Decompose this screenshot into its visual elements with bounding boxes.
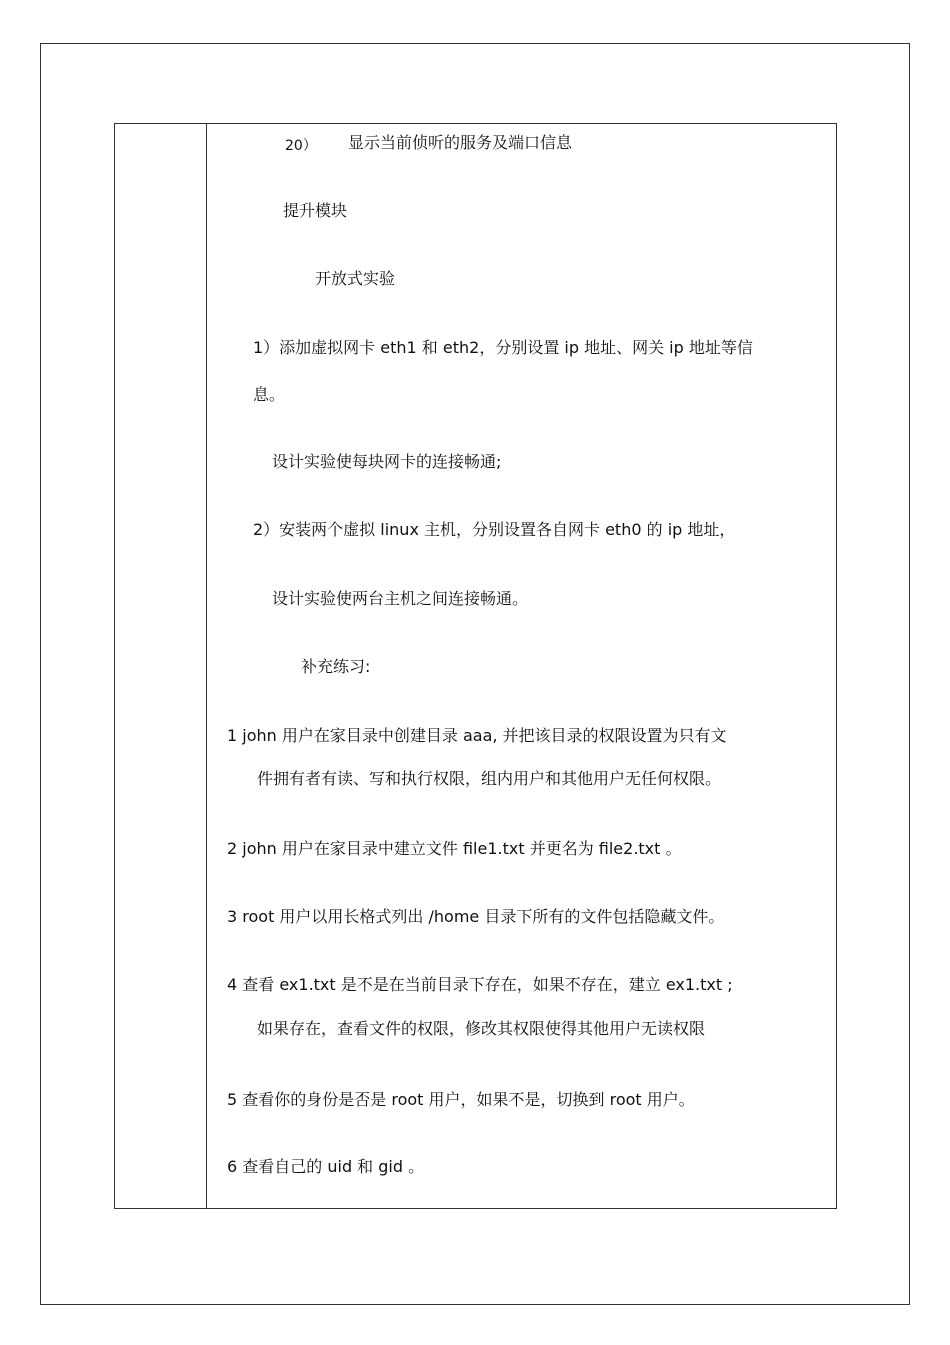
section-open-title: 开放式实验 <box>315 269 396 288</box>
experiment-2-design: 设计实验使两台主机之间连接畅通。 <box>272 589 529 608</box>
item-20-number: 20） <box>285 138 317 154</box>
exercise-1-line-1: 1 john 用户在家目录中创建目录 aaa, 并把该目录的权限设置为只有文 <box>227 726 727 745</box>
left-column <box>115 124 207 1208</box>
exercise-4-line-1: 4 查看 ex1.txt 是不是在当前目录下存在，如果不存在，建立 ex1.txt ; <box>227 975 733 994</box>
section-advanced-title: 提升模块 <box>283 201 348 220</box>
item-20-text: 显示当前侦听的服务及端口信息 <box>348 133 573 152</box>
content-table <box>114 123 837 1209</box>
exercise-4-line-2: 如果存在，查看文件的权限，修改其权限使得其他用户无读权限 <box>257 1019 706 1038</box>
experiment-1-design: 设计实验使每块网卡的连接畅通; <box>272 452 502 471</box>
exercise-3: 3 root 用户以用长格式列出 /home 目录下所有的文件包括隐藏文件。 <box>227 907 725 926</box>
exercise-2: 2 john 用户在家目录中建立文件 file1.txt 并更名为 file2.txt 。 <box>227 839 682 858</box>
exercise-5: 5 查看你的身份是否是 root 用户，如果不是，切换到 root 用户。 <box>227 1090 695 1109</box>
experiment-2-line-1: 2）安装两个虚拟 linux 主机，分别设置各自网卡 eth0 的 ip 地址， <box>253 520 736 539</box>
experiment-1-line-1: 1）添加虚拟网卡 eth1 和 eth2，分别设置 ip 地址、网关 ip 地址等信 <box>253 338 753 357</box>
exercise-6: 6 查看自己的 uid 和 gid 。 <box>227 1157 425 1176</box>
supplement-title: 补充练习: <box>301 657 371 676</box>
experiment-1-line-2: 息。 <box>253 385 286 404</box>
exercise-1-line-2: 件拥有者有读、写和执行权限，组内用户和其他用户无任何权限。 <box>257 769 722 788</box>
